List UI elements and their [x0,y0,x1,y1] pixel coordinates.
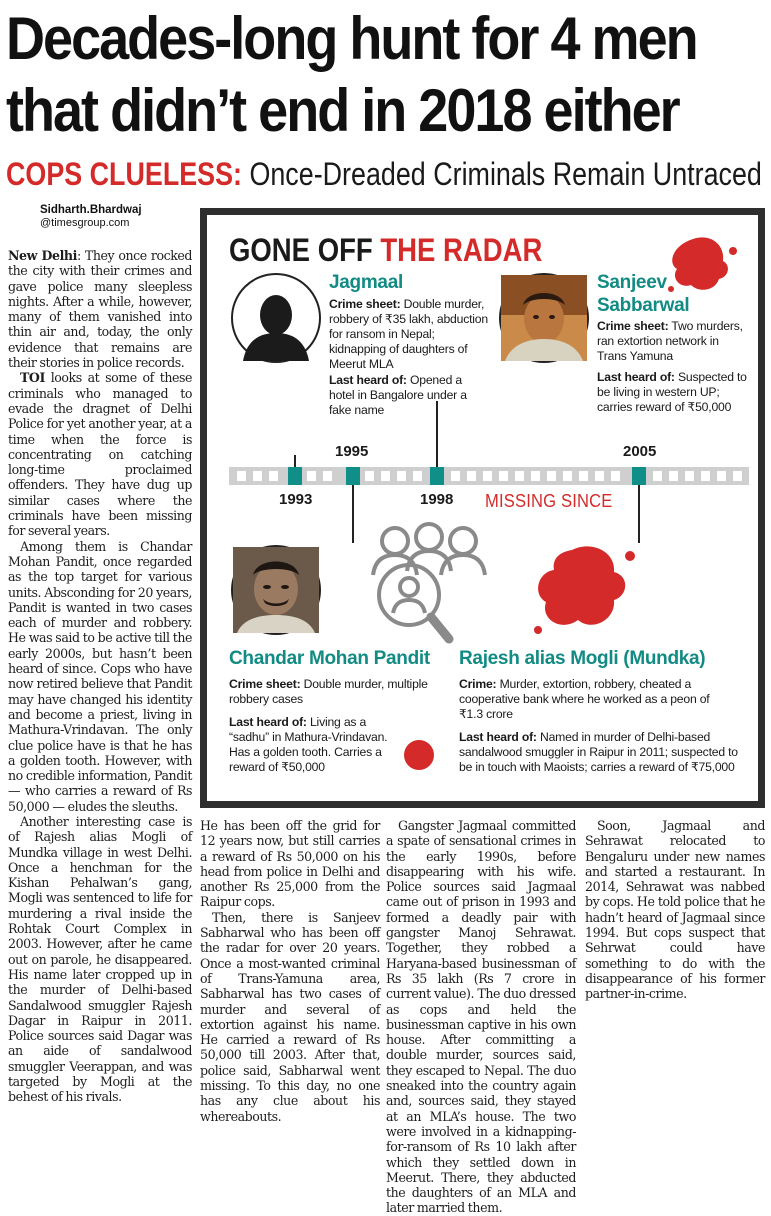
headline-line-1: Decades-long hunt for 4 men [6,5,697,72]
article-paragraph: Then, there is Sanjeev Sabharwal who has been off the radar for over 20 years. Once a most-wanted criminal of Trans-Yamuna area, Sabharwal has two cases of murder and several of extortion against his name. He carried a reward of Rs 50,000 till 2003. After that, police said, Sabharwal went missing. To this day, no one has any clue about his whereabouts. [200,909,380,1124]
rajesh-crime: Crime: Murder, extortion, robbery, cheated a cooperative bank where he worked as a peon of ₹1.3 crore [459,677,710,721]
article-column-2 [200,818,380,1124]
article-paragraph: Gangster Jagmaal committed a spate of sensational crimes in the early 1990s, before disappearing with his wife. Police sources said Jagmaal came out of prison in 1993 and formed a deadly pair with gangster Manoj Sehrawat. Together, they robbed a Haryana-based businessman of Rs 35 lakh (Rs 7 crore in current value). The duo dressed as cops and held the businessman captive in his own house. After committing a double murder, sources said, they escaped to Nepal. The duo sneaked into the country again and, sources said, they stayed at an MLA’s house. The two were involved in a kidnapping-for-ransom of Rs 10 lakh after which they settled down in Meerut. There, they abducted the daughters of an MLA and later married them. [386,818,576,1216]
byline-email: @timesgroup.com [40,217,130,229]
panel-title [229,231,542,269]
subhead-text: Once-Dreaded Criminals Remain Untraced [249,156,762,192]
people-search-icon [359,515,499,655]
year-label-1998: 1998 [420,491,454,508]
timeline-marker-1998 [430,467,444,485]
article-paragraph: Another interesting case is of Rajesh alias Mogli of Mundka village in west Delhi. Once a henchman for the Kishan Pehalwan’s gang, Mogli was sentenced to life for murdering a rival inside the Rohtak Court Complex in 2003. However, after he came out on parole, he disappeared. His name later cropped up in the murder of Delhi-based Sandalwood smuggler Rajesh Dagar in Raipur in 2011. Police sources said Dagar was an aide of sandalwood smuggler Veerappan, and was targeted by Mogli at the behest of his rivals. [8,813,192,1105]
timeline-marker-1993 [288,467,302,485]
timeline-marker-2005 [632,467,646,485]
article-paragraph: He has been off the grid for 12 years now, but still carries a reward of Rs 50,000 on his head from police in Delhi and another Rs 25,000 from the Raipur cops. [200,818,380,910]
panel-title-black: GONE OFF [229,232,373,268]
rajesh-name: Rajesh alias Mogli (Mundka) [459,648,706,669]
jagmaal-name: Jagmaal [329,272,403,293]
timeline-marker-1995 [346,467,360,485]
blood-splatter-icon [663,231,743,301]
jagmaal-crime-sheet: Crime sheet: Double murder, robbery of ₹35 lakh, abduction for ransom in Nepal; kidnapping of daughters of Meerut MLA [329,297,488,371]
byline-author: Sidharth.Bhardwaj [40,204,142,216]
article-paragraph: TOI looks at some of these criminals who managed to evade the dragnet of Delhi Police for yet another year, at a time when the force is concentrating on catching long-time proclaimed offenders. They have dug up similar cases where the criminals have been missing for several years. [8,370,192,539]
blood-splatter-icon [532,540,642,640]
timeline-track [229,467,749,485]
subheadline [6,152,762,196]
person-photo-icon [233,547,319,633]
gone-off-the-radar-panel [200,208,765,808]
article-column-4 [585,818,765,1108]
person-photo-icon [501,275,587,361]
sanjeev-name-line-2: Sabbarwal [597,295,690,316]
byline [40,204,142,230]
headline-line-2: that didn’t end in 2018 either [6,77,679,144]
person-silhouette-icon [233,275,319,361]
year-label-2005: 2005 [623,443,657,460]
sanjeev-avatar [499,273,589,363]
panel-title-red: THE RADAR [380,232,543,268]
jagmaal-avatar [231,273,321,363]
article-paragraph: New Delhi: They once rocked the city with their crimes and gave police many sleepless nights. After a while, however, many of them vanished into thin air and, today, the only evidence that remains are their stories in police records. [8,248,193,371]
year-label-1993: 1993 [279,491,313,508]
chandar-name: Chandar Mohan Pandit [229,648,430,669]
subhead-kicker: COPS CLUELESS: [6,156,242,192]
missing-since-label: MISSING SINCE [485,491,613,511]
dateline: New Delhi [8,248,77,263]
article-column-3 [386,818,576,1216]
sanjeev-name-line-1: Sanjeev [597,272,667,293]
sanjeev-crime-sheet: Crime sheet: Two murders, ran extortion network in Trans Yamuna [597,319,743,363]
article-paragraph: Among them is Chandar Mohan Pandit, once regarded as the top target for various units. Absconding for 20 years, Pandit is wanted in two cases each of murder and robbery. He was said to be active till the early 2000s, but hasn’t been heard of since. Cops who have now retired believe that Pandit may have changed his identity and become a priest, living in Mathura-Vrindavan. The only clue police have is that he has a golden tooth. However, with no credible information, Pandit — who carries a reward of Rs 50,000 — eludes the sleuths. [8,538,192,814]
jagmaal-last-heard: Last heard of: Opened a hotel in Bangalore under a fake name [329,373,467,417]
article-paragraph: Soon, Jagmaal and Sehrawat relocated to Bengaluru under new names and started a restaurant. In 2014, Sehrawat was nabbed by cops. He told police that he hadn’t heard of Jagmaal since 1994. But cops suspect that Sehrwat could have something to do with the disappearance of his former partner-in-crime. [585,818,765,1002]
chandar-avatar [231,545,321,635]
year-label-1995: 1995 [335,443,369,460]
chandar-crime-sheet: Crime sheet: Double murder, multiple robbery cases [229,677,428,706]
toi-lead: TOI [20,370,45,386]
article-column-1 [8,248,192,1106]
chandar-last-heard: Last heard of: Living as a “sadhu” in Mathura-Vrindavan. Has a golden tooth. Carries a reward of ₹50,000 [229,715,388,774]
sanjeev-last-heard: Last heard of: Suspected to be living in western UP; carries reward of ₹50,000 [597,370,747,414]
rajesh-last-heard: Last heard of: Named in murder of Delhi-based sandalwood smuggler in Raipur in 2011; suspected to be in touch with Maoists; carries a reward of ₹75,000 [459,730,738,774]
